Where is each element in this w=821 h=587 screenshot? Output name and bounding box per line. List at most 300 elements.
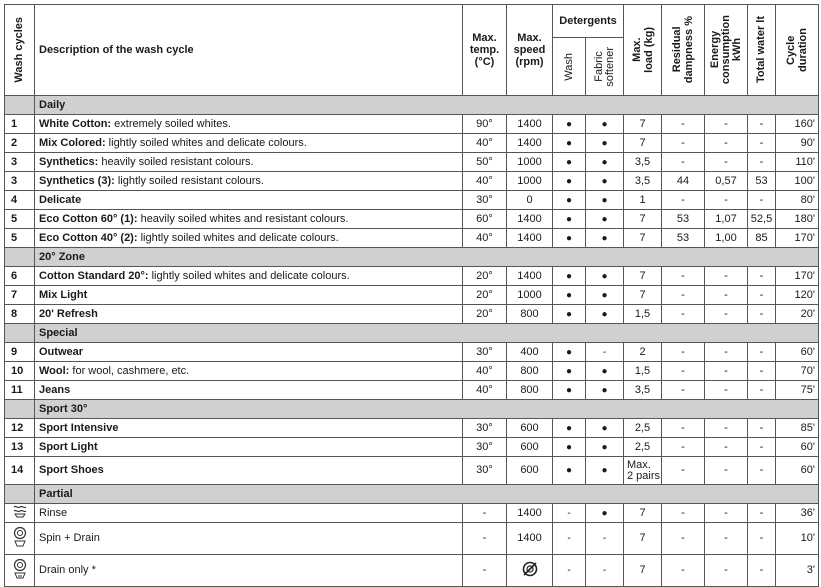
table-row xyxy=(5,504,819,523)
header-cycle-duration-label xyxy=(785,25,809,75)
energy-consumption-value: - xyxy=(705,267,748,286)
energy-consumption-value: - xyxy=(705,419,748,438)
section-spacer xyxy=(5,485,35,504)
max-load-value: 7 xyxy=(624,267,662,286)
header-wash-cycles xyxy=(5,5,35,96)
cycle-description xyxy=(35,381,463,400)
table-body xyxy=(5,96,819,587)
cycle-name: 20' Refresh xyxy=(39,307,98,320)
cycle-duration-value: 36' xyxy=(776,504,819,523)
header-residual xyxy=(662,5,705,96)
max-load-value: 7 xyxy=(624,504,662,523)
section-title: Partial xyxy=(35,485,819,504)
fabric-softener-value: ● xyxy=(586,134,624,153)
cycle-number: 13 xyxy=(5,438,35,457)
cycle-duration-value: 20' xyxy=(776,305,819,324)
header-cycle-duration xyxy=(776,5,819,96)
residual-dampness-value: - xyxy=(662,286,705,305)
table-row xyxy=(5,362,819,381)
max-load-value: 7 xyxy=(624,555,662,587)
table-row xyxy=(5,172,819,191)
max-load-value: 3,5 xyxy=(624,153,662,172)
cycle-desc-text: extremely soiled whites. xyxy=(111,117,231,130)
section-title: 20° Zone xyxy=(35,248,819,267)
cycle-description xyxy=(35,191,463,210)
fabric-softener-value: ● xyxy=(586,210,624,229)
wash-detergent-value: ● xyxy=(553,419,586,438)
table-row xyxy=(5,115,819,134)
header-wash-cycles-label: Wash cycles xyxy=(13,17,25,83)
section-header xyxy=(5,248,819,267)
cycle-description xyxy=(35,438,463,457)
cycle-number: 9 xyxy=(5,343,35,362)
cycle-icon-cell xyxy=(5,523,35,555)
max-temp-value: 30° xyxy=(463,438,507,457)
cycle-duration-value: 75' xyxy=(776,381,819,400)
cycle-number: 3 xyxy=(5,153,35,172)
max-speed-value: 1400 xyxy=(507,267,553,286)
residual-dampness-value: - xyxy=(662,504,705,523)
max-temp-value: 60° xyxy=(463,210,507,229)
header-max-speed-l2: speed xyxy=(513,44,546,56)
header-wash-label: Wash xyxy=(562,52,575,81)
wash-detergent-value: ● xyxy=(553,381,586,400)
section-spacer xyxy=(5,248,35,267)
max-speed-value: 1400 xyxy=(507,134,553,153)
max-temp-value: 50° xyxy=(463,153,507,172)
max-temp-value: - xyxy=(463,504,507,523)
cycle-desc-text: lightly soiled whites and delicate colours. xyxy=(105,136,307,149)
cycle-number: 12 xyxy=(5,419,35,438)
table-row xyxy=(5,286,819,305)
max-temp-value: 40° xyxy=(463,229,507,248)
fabric-softener-value: ● xyxy=(586,362,624,381)
total-water-value: - xyxy=(748,381,776,400)
max-speed-value: 1400 xyxy=(507,115,553,134)
cycle-number: 4 xyxy=(5,191,35,210)
energy-consumption-value: - xyxy=(705,504,748,523)
cycle-duration-value: 85' xyxy=(776,419,819,438)
wash-detergent-value: ● xyxy=(553,153,586,172)
wash-detergent-value: ● xyxy=(553,343,586,362)
table-row xyxy=(5,267,819,286)
residual-dampness-value: - xyxy=(662,267,705,286)
cycle-duration-value: 100' xyxy=(776,172,819,191)
total-water-value: - xyxy=(748,457,776,485)
total-water-value: - xyxy=(748,115,776,134)
header-cycle-l2: duration xyxy=(797,28,809,72)
residual-dampness-value: - xyxy=(662,153,705,172)
wash-detergent-value: - xyxy=(553,523,586,555)
max-load-value: 7 xyxy=(624,210,662,229)
residual-dampness-value: 53 xyxy=(662,210,705,229)
max-load-l2: 2 pairs xyxy=(627,469,661,482)
header-energy-l1: Energy xyxy=(708,31,721,69)
max-temp-value: - xyxy=(463,523,507,555)
header-max-temp xyxy=(463,5,507,96)
energy-consumption-value: 0,57 xyxy=(705,172,748,191)
total-water-value: - xyxy=(748,362,776,381)
cycle-number: 5 xyxy=(5,210,35,229)
header-residual-l1: Residual xyxy=(671,27,683,73)
cycle-description xyxy=(35,172,463,191)
max-speed-value: 800 xyxy=(507,381,553,400)
residual-dampness-value: - xyxy=(662,457,705,485)
max-load-value: 7 xyxy=(624,115,662,134)
cycle-icon-cell xyxy=(5,555,35,587)
wash-detergent-value: ● xyxy=(553,191,586,210)
cycle-description xyxy=(35,153,463,172)
max-temp-value: 20° xyxy=(463,305,507,324)
cycle-name: Mix Colored: xyxy=(39,136,106,149)
residual-dampness-value: 53 xyxy=(662,229,705,248)
max-load-value: 7 xyxy=(624,229,662,248)
cycle-duration-value: 180' xyxy=(776,210,819,229)
total-water-value: - xyxy=(748,191,776,210)
cycle-description xyxy=(35,457,463,485)
cycle-desc-text: heavily soiled whites and resistant colours. xyxy=(137,212,349,225)
max-temp-value: 40° xyxy=(463,362,507,381)
max-load-value: 3,5 xyxy=(624,172,662,191)
section-spacer xyxy=(5,324,35,343)
header-fabric-l2: softener xyxy=(603,46,616,87)
header-fabric-l1: Fabric xyxy=(592,51,605,82)
residual-dampness-value: - xyxy=(662,115,705,134)
cycle-description xyxy=(35,523,463,555)
max-temp-value: 40° xyxy=(463,172,507,191)
energy-consumption-value: - xyxy=(705,381,748,400)
total-water-value: - xyxy=(748,438,776,457)
fabric-softener-value: ● xyxy=(586,457,624,485)
header-cycle-l1: Cycle xyxy=(785,35,797,65)
max-temp-value: - xyxy=(463,555,507,587)
cycle-duration-value: 60' xyxy=(776,457,819,485)
cycle-desc-text: heavily soiled resistant colours. xyxy=(98,155,254,168)
energy-consumption-value: - xyxy=(705,191,748,210)
table-row xyxy=(5,305,819,324)
section-header xyxy=(5,485,819,504)
cycle-number: 2 xyxy=(5,134,35,153)
cycle-duration-value: 60' xyxy=(776,438,819,457)
fabric-softener-value: ● xyxy=(586,305,624,324)
section-spacer xyxy=(5,400,35,419)
table-row xyxy=(5,523,819,555)
cycle-number: 7 xyxy=(5,286,35,305)
total-water-value: 53 xyxy=(748,172,776,191)
section-header xyxy=(5,96,819,115)
section-header xyxy=(5,324,819,343)
header-detergents xyxy=(553,5,624,38)
max-temp-value: 30° xyxy=(463,343,507,362)
max-speed-value: 400 xyxy=(507,343,553,362)
cycle-description xyxy=(35,305,463,324)
total-water-value: - xyxy=(748,504,776,523)
max-load-value: 7 xyxy=(624,523,662,555)
cycle-desc-text: for wool, cashmere, etc. xyxy=(69,364,190,377)
wash-cycle-table xyxy=(4,4,819,587)
cycle-name: Mix Light xyxy=(39,288,88,301)
drain-only-icon xyxy=(12,558,28,584)
cycle-desc-text: lightly soiled whites and delicate colours. xyxy=(137,231,339,244)
cycle-duration-value: 70' xyxy=(776,362,819,381)
fabric-softener-value: ● xyxy=(586,229,624,248)
max-speed-value: 600 xyxy=(507,438,553,457)
cycle-name: Cotton Standard 20°: xyxy=(39,269,149,282)
max-speed-value: 1000 xyxy=(507,153,553,172)
energy-consumption-value: - xyxy=(705,362,748,381)
cycle-number: 8 xyxy=(5,305,35,324)
header-fabric-softener xyxy=(586,38,624,96)
fabric-softener-value: ● xyxy=(586,115,624,134)
header-detergents-label: Detergents xyxy=(559,14,617,27)
wash-detergent-value: ● xyxy=(553,267,586,286)
energy-consumption-value: - xyxy=(705,115,748,134)
cycle-number: 10 xyxy=(5,362,35,381)
total-water-value: - xyxy=(748,555,776,587)
cycle-description xyxy=(35,419,463,438)
cycle-description xyxy=(35,504,463,523)
max-speed-value: 0 xyxy=(507,191,553,210)
max-load-l1: Max. xyxy=(627,458,651,471)
energy-consumption-value: - xyxy=(705,457,748,485)
energy-consumption-value: - xyxy=(705,286,748,305)
cycle-duration-value: 80' xyxy=(776,191,819,210)
max-temp-value: 40° xyxy=(463,134,507,153)
max-temp-value: 40° xyxy=(463,381,507,400)
cycle-desc-text: lightly soiled whites and delicate colours. xyxy=(148,269,350,282)
energy-consumption-value: - xyxy=(705,523,748,555)
fabric-softener-value: ● xyxy=(586,153,624,172)
cycle-description xyxy=(35,267,463,286)
header-water-label: Total water lt xyxy=(755,16,767,84)
fabric-softener-value: ● xyxy=(586,286,624,305)
max-load-value: 1 xyxy=(624,191,662,210)
energy-consumption-value: - xyxy=(705,438,748,457)
max-load-value: 7 xyxy=(624,134,662,153)
header-water xyxy=(748,5,776,96)
header-max-temp-l1: Max. xyxy=(472,32,497,44)
fabric-softener-value: - xyxy=(586,343,624,362)
max-temp-value: 30° xyxy=(463,419,507,438)
header-energy-l2: consumption xyxy=(719,15,732,85)
cycle-duration-value: 10' xyxy=(776,523,819,555)
max-speed-value: 1400 xyxy=(507,504,553,523)
header-max-speed-l1: Max. xyxy=(517,32,542,44)
max-speed-value: 1400 xyxy=(507,210,553,229)
section-title: Sport 30° xyxy=(35,400,819,419)
header-fabric-softener-label xyxy=(594,44,616,90)
header-max-load xyxy=(624,5,662,96)
table-row xyxy=(5,210,819,229)
section-header xyxy=(5,400,819,419)
cycle-name: Wool: xyxy=(39,364,70,377)
cycle-duration-value: 170' xyxy=(776,229,819,248)
fabric-softener-value: ● xyxy=(586,172,624,191)
cycle-number: 14 xyxy=(5,457,35,485)
table-row xyxy=(5,343,819,362)
energy-consumption-value: - xyxy=(705,153,748,172)
table-row xyxy=(5,457,819,485)
max-load-value: 2,5 xyxy=(624,419,662,438)
fabric-softener-value: - xyxy=(586,523,624,555)
cycle-name: Outwear xyxy=(39,345,84,358)
header-max-speed-l3: (rpm) xyxy=(515,56,544,68)
fabric-softener-value: ● xyxy=(586,267,624,286)
header-residual-l2: dampness % xyxy=(683,16,695,84)
header-energy xyxy=(705,5,748,96)
energy-consumption-value: - xyxy=(705,134,748,153)
cycle-duration-value: 60' xyxy=(776,343,819,362)
table-row xyxy=(5,191,819,210)
max-load-value: 7 xyxy=(624,286,662,305)
table-row xyxy=(5,229,819,248)
max-load-value: 1,5 xyxy=(624,362,662,381)
energy-consumption-value: 1,07 xyxy=(705,210,748,229)
max-speed-value: 600 xyxy=(507,457,553,485)
max-speed-value: 600 xyxy=(507,419,553,438)
cycle-name: Delicate xyxy=(39,193,82,206)
wash-detergent-value: - xyxy=(553,504,586,523)
no-spin-icon xyxy=(521,560,539,582)
cycle-name: Synthetics (3): xyxy=(39,174,115,187)
total-water-value: - xyxy=(748,286,776,305)
cycle-duration-value: 90' xyxy=(776,134,819,153)
residual-dampness-value: - xyxy=(662,381,705,400)
cycle-name: Jeans xyxy=(39,383,71,396)
header-description xyxy=(35,5,463,96)
wash-detergent-value: ● xyxy=(553,457,586,485)
header-energy-l3: kWh xyxy=(730,38,743,62)
energy-consumption-value: - xyxy=(705,555,748,587)
cycle-number: 11 xyxy=(5,381,35,400)
section-title: Special xyxy=(35,324,819,343)
residual-dampness-value: 44 xyxy=(662,172,705,191)
header-max-load-l1: Max. xyxy=(630,37,643,63)
cycle-name: Sport Light xyxy=(39,440,98,453)
header-max-load-l2: load (kg) xyxy=(642,27,655,73)
energy-consumption-value: - xyxy=(705,343,748,362)
max-speed-value xyxy=(507,555,553,587)
fabric-softener-value: ● xyxy=(586,381,624,400)
cycle-duration-value: 160' xyxy=(776,115,819,134)
header-description-label: Description of the wash cycle xyxy=(39,43,194,56)
cycle-number: 6 xyxy=(5,267,35,286)
table-row xyxy=(5,134,819,153)
max-temp-value: 30° xyxy=(463,191,507,210)
table-row xyxy=(5,419,819,438)
residual-dampness-value: - xyxy=(662,555,705,587)
max-load-value: 2,5 xyxy=(624,438,662,457)
residual-dampness-value: - xyxy=(662,343,705,362)
cycle-description xyxy=(35,555,463,587)
cycle-duration-value: 120' xyxy=(776,286,819,305)
total-water-value: - xyxy=(748,134,776,153)
total-water-value: 52,5 xyxy=(748,210,776,229)
cycle-name: Sport Shoes xyxy=(39,464,104,476)
cycle-desc-text: lightly soiled resistant colours. xyxy=(114,174,264,187)
cycle-description xyxy=(35,343,463,362)
max-speed-value: 1000 xyxy=(507,286,553,305)
header-energy-label xyxy=(710,12,743,87)
max-load-value: 1,5 xyxy=(624,305,662,324)
cycle-number: 3 xyxy=(5,172,35,191)
header-max-temp-l3: (°C) xyxy=(474,56,495,68)
residual-dampness-value: - xyxy=(662,523,705,555)
cycle-duration-value: 3' xyxy=(776,555,819,587)
wash-detergent-value: ● xyxy=(553,210,586,229)
cycle-number: 5 xyxy=(5,229,35,248)
wash-detergent-value: ● xyxy=(553,286,586,305)
total-water-value: - xyxy=(748,267,776,286)
wash-detergent-value: ● xyxy=(553,229,586,248)
cycle-icon-cell xyxy=(5,504,35,523)
cycle-name: Spin + Drain xyxy=(39,532,100,544)
cycle-description xyxy=(35,210,463,229)
max-load-value: 2 xyxy=(624,343,662,362)
header-max-temp-l2: temp. xyxy=(469,44,500,56)
max-speed-value: 1400 xyxy=(507,229,553,248)
residual-dampness-value: - xyxy=(662,438,705,457)
cycle-name: Rinse xyxy=(39,506,68,519)
fabric-softener-value: ● xyxy=(586,438,624,457)
cycle-name: Sport Intensive xyxy=(39,421,119,434)
wash-detergent-value: ● xyxy=(553,438,586,457)
residual-dampness-value: - xyxy=(662,419,705,438)
residual-dampness-value: - xyxy=(662,362,705,381)
header-wash xyxy=(553,38,586,96)
residual-dampness-value: - xyxy=(662,305,705,324)
cycle-duration-value: 110' xyxy=(776,153,819,172)
max-temp-value: 30° xyxy=(463,457,507,485)
max-speed-value: 1400 xyxy=(507,523,553,555)
spin-drain-icon xyxy=(12,526,28,552)
wash-detergent-value: ● xyxy=(553,172,586,191)
cycle-name: Synthetics: xyxy=(39,155,99,168)
cycle-name: White Cotton: xyxy=(39,117,112,130)
total-water-value: - xyxy=(748,153,776,172)
total-water-value: 85 xyxy=(748,229,776,248)
fabric-softener-value: ● xyxy=(586,191,624,210)
total-water-value: - xyxy=(748,419,776,438)
cycle-description xyxy=(35,362,463,381)
header-residual-label xyxy=(671,13,695,86)
residual-dampness-value: - xyxy=(662,134,705,153)
wash-detergent-value: ● xyxy=(553,305,586,324)
max-temp-value: 20° xyxy=(463,286,507,305)
energy-consumption-value: 1,00 xyxy=(705,229,748,248)
section-spacer xyxy=(5,96,35,115)
max-speed-value: 800 xyxy=(507,362,553,381)
wash-detergent-value: ● xyxy=(553,362,586,381)
fabric-softener-value: ● xyxy=(586,504,624,523)
header-max-load-label xyxy=(631,24,655,76)
cycle-number: 1 xyxy=(5,115,35,134)
max-speed-value: 800 xyxy=(507,305,553,324)
table-row xyxy=(5,555,819,587)
cycle-name: Eco Cotton 60° (1): xyxy=(39,212,138,225)
cycle-name: Eco Cotton 40° (2): xyxy=(39,231,138,244)
table-row xyxy=(5,153,819,172)
residual-dampness-value: - xyxy=(662,191,705,210)
cycle-description xyxy=(35,286,463,305)
fabric-softener-value: - xyxy=(586,555,624,587)
max-load-value: 3,5 xyxy=(624,381,662,400)
table-row xyxy=(5,381,819,400)
cycle-description xyxy=(35,115,463,134)
section-title: Daily xyxy=(35,96,819,115)
max-speed-value: 1000 xyxy=(507,172,553,191)
table-row xyxy=(5,438,819,457)
